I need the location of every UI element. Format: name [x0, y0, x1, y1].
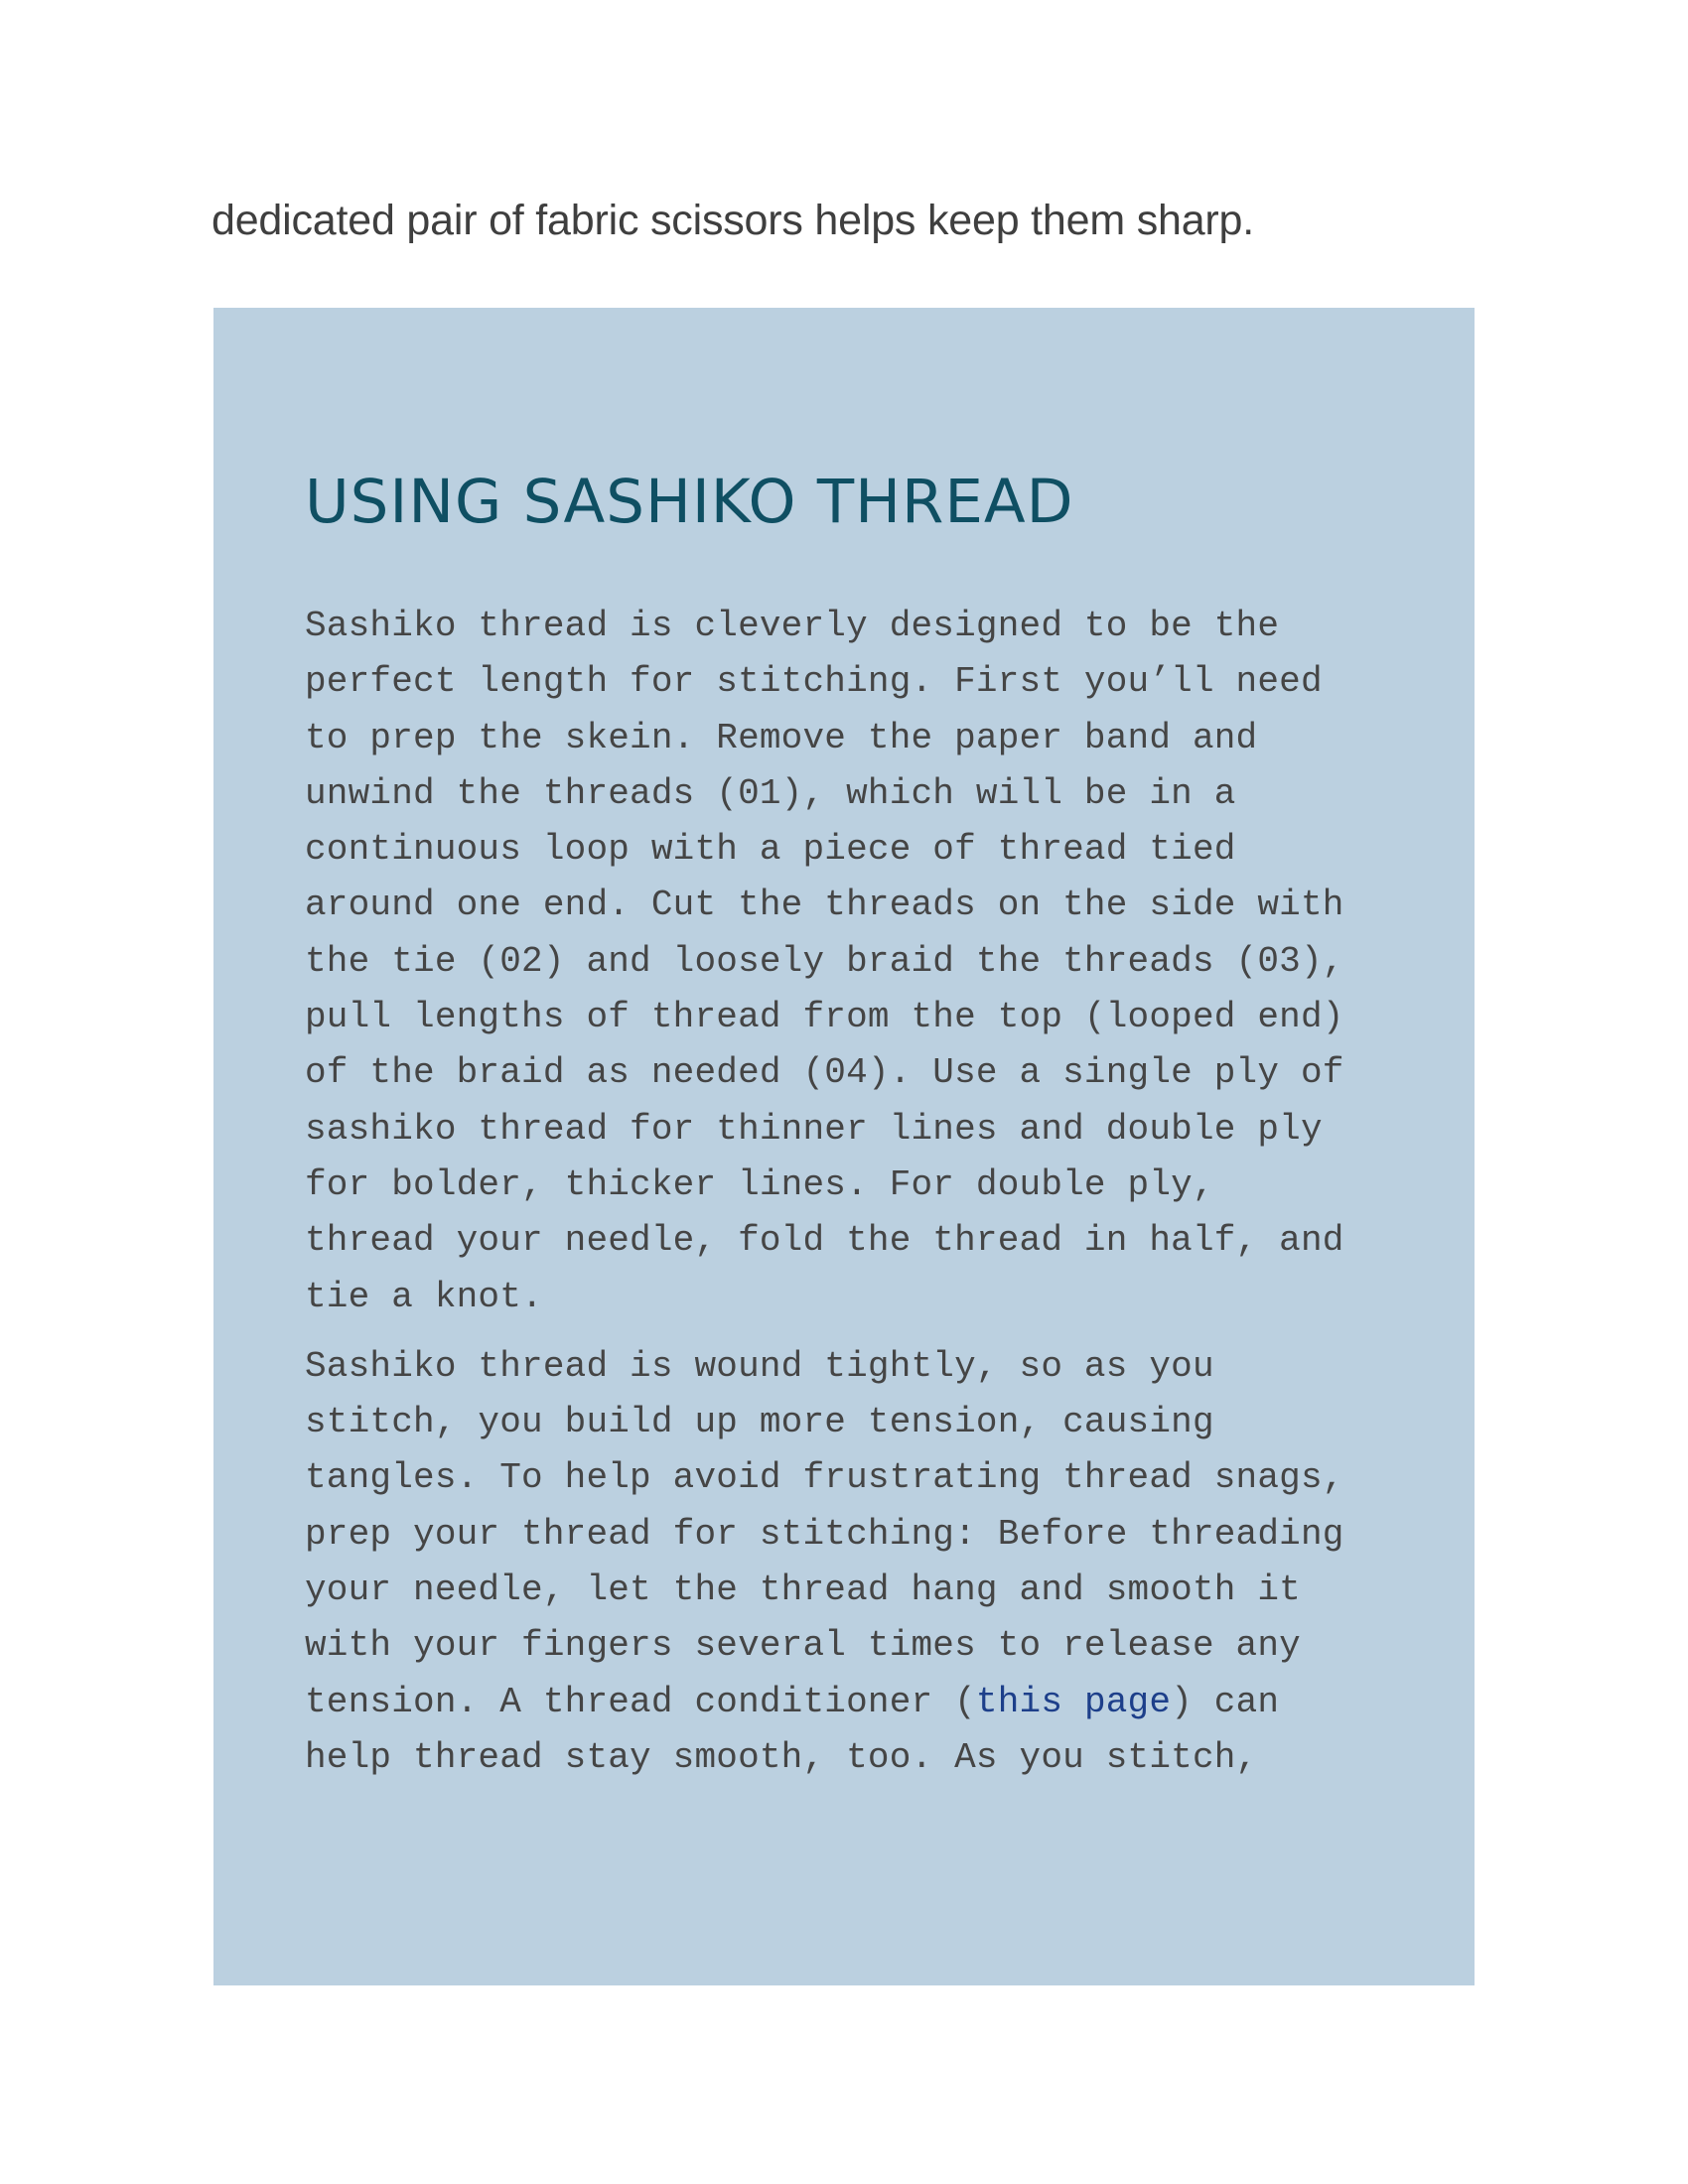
sidebar-title: USING SASHIKO THREAD — [305, 467, 1074, 537]
text-line: tie a knot. — [305, 1276, 543, 1317]
text-fragment: ) can — [1171, 1681, 1280, 1722]
text-line: perfect length for stitching. First you’ll need — [305, 661, 1323, 703]
text-line: continuous loop with a piece of thread tied — [305, 829, 1236, 871]
text-line: your needle, let the thread hang and smooth it — [305, 1570, 1301, 1611]
text-line: thread your needle, fold the thread in half, and — [305, 1220, 1344, 1262]
this-page-link[interactable]: this page — [975, 1681, 1172, 1722]
text-line: help thread stay smooth, too. As you stitch, — [305, 1736, 1258, 1778]
text-line: Sashiko thread is wound tightly, so as you — [305, 1345, 1214, 1387]
intro-text: dedicated pair of fabric scissors helps keep them sharp. — [211, 197, 1255, 244]
text-line: tangles. To help avoid frustrating thread snags, — [305, 1457, 1344, 1499]
paragraph-skein-prep — [305, 599, 1417, 1325]
text-line: for bolder, thicker lines. For double ply, — [305, 1163, 1214, 1205]
text-line: around one end. Cut the threads on the side with — [305, 885, 1344, 926]
text-line: Sashiko thread is cleverly designed to be the — [305, 606, 1280, 646]
text-fragment: tension. A thread conditioner ( — [305, 1681, 976, 1722]
text-line-with-link — [305, 1675, 1417, 1730]
text-line: pull lengths of thread from the top (looped end) — [305, 997, 1344, 1038]
sidebar-body — [305, 599, 1417, 1800]
text-line: unwind the threads (01), which will be in a — [305, 772, 1236, 814]
text-line: stitch, you build up more tension, causing — [305, 1402, 1214, 1443]
text-line: of the braid as needed (04). Use a single ply of — [305, 1052, 1344, 1094]
text-line: prep your thread for stitching: Before threading — [305, 1513, 1344, 1555]
paragraph-thread-tension — [305, 1339, 1417, 1786]
sashiko-thread-sidebar — [213, 308, 1475, 1985]
text-line: the tie (02) and loosely braid the threads (03), — [305, 940, 1344, 982]
text-line: to prep the skein. Remove the paper band and — [305, 717, 1258, 758]
text-line: with your fingers several times to release any — [305, 1625, 1301, 1667]
text-line: sashiko thread for thinner lines and double ply — [305, 1108, 1323, 1150]
